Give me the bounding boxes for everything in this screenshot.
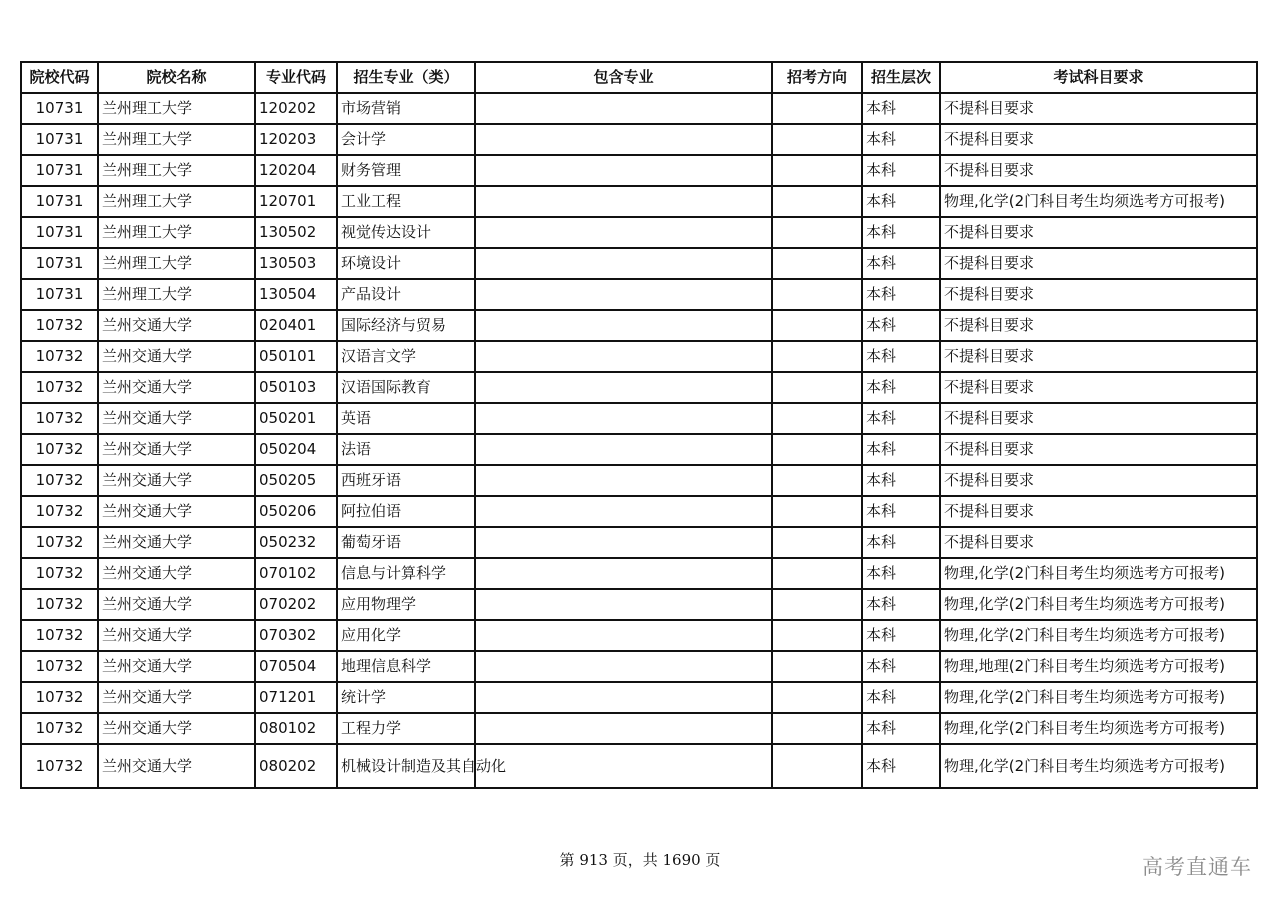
cell-subject-requirements: 物理,化学(2门科目考生均须选考方可报考) (940, 620, 1257, 651)
cell-included-majors (475, 403, 772, 434)
cell-major-code: 120701 (255, 186, 337, 217)
table-row (21, 217, 1257, 248)
cell-direction (772, 124, 862, 155)
table-row (21, 651, 1257, 682)
admission-table (20, 61, 1258, 789)
cell-level: 本科 (862, 310, 940, 341)
cell-school-code: 10731 (21, 155, 98, 186)
cell-included-majors (475, 124, 772, 155)
cell-included-majors (475, 279, 772, 310)
table-row (21, 620, 1257, 651)
cell-level: 本科 (862, 93, 940, 124)
cell-level: 本科 (862, 341, 940, 372)
cell-major-code: 070102 (255, 558, 337, 589)
cell-level: 本科 (862, 744, 940, 788)
cell-school-name: 兰州交通大学 (98, 651, 255, 682)
table-row (21, 558, 1257, 589)
cell-level: 本科 (862, 124, 940, 155)
cell-major: 应用化学 (337, 620, 475, 651)
cell-school-code: 10731 (21, 217, 98, 248)
cell-subject-requirements: 不提科目要求 (940, 341, 1257, 372)
cell-subject-requirements: 不提科目要求 (940, 310, 1257, 341)
cell-level: 本科 (862, 248, 940, 279)
cell-subject-requirements: 不提科目要求 (940, 372, 1257, 403)
table-row (21, 589, 1257, 620)
cell-level: 本科 (862, 434, 940, 465)
cell-subject-requirements: 不提科目要求 (940, 248, 1257, 279)
cell-subject-requirements: 不提科目要求 (940, 403, 1257, 434)
cell-major: 工业工程 (337, 186, 475, 217)
cell-included-majors (475, 651, 772, 682)
cell-level: 本科 (862, 682, 940, 713)
cell-school-code: 10732 (21, 651, 98, 682)
cell-direction (772, 465, 862, 496)
header-major-code: 专业代码 (255, 62, 337, 93)
cell-school-code: 10731 (21, 93, 98, 124)
table-row (21, 93, 1257, 124)
header-major: 招生专业（类） (337, 62, 475, 93)
cell-school-name: 兰州理工大学 (98, 217, 255, 248)
cell-level: 本科 (862, 372, 940, 403)
cell-direction (772, 589, 862, 620)
cell-school-name: 兰州交通大学 (98, 341, 255, 372)
cell-major: 法语 (337, 434, 475, 465)
cell-major: 英语 (337, 403, 475, 434)
cell-included-majors (475, 713, 772, 744)
cell-major: 会计学 (337, 124, 475, 155)
cell-major-code: 020401 (255, 310, 337, 341)
cell-subject-requirements: 物理,化学(2门科目考生均须选考方可报考) (940, 713, 1257, 744)
cell-included-majors (475, 527, 772, 558)
cell-school-code: 10732 (21, 682, 98, 713)
cell-subject-requirements: 物理,化学(2门科目考生均须选考方可报考) (940, 744, 1257, 788)
cell-subject-requirements: 不提科目要求 (940, 465, 1257, 496)
cell-direction (772, 651, 862, 682)
cell-level: 本科 (862, 620, 940, 651)
cell-direction (772, 744, 862, 788)
cell-school-name: 兰州交通大学 (98, 372, 255, 403)
cell-subject-requirements: 不提科目要求 (940, 124, 1257, 155)
cell-major-code: 130503 (255, 248, 337, 279)
cell-level: 本科 (862, 186, 940, 217)
cell-school-code: 10732 (21, 744, 98, 788)
cell-level: 本科 (862, 155, 940, 186)
cell-school-code: 10732 (21, 713, 98, 744)
table-row (21, 248, 1257, 279)
table-row (21, 155, 1257, 186)
cell-school-code: 10731 (21, 124, 98, 155)
cell-major: 阿拉伯语 (337, 496, 475, 527)
cell-major-code: 050206 (255, 496, 337, 527)
cell-major: 应用物理学 (337, 589, 475, 620)
table-row (21, 527, 1257, 558)
table-row (21, 465, 1257, 496)
table-row (21, 186, 1257, 217)
cell-direction (772, 248, 862, 279)
header-subject-requirements: 考试科目要求 (940, 62, 1257, 93)
cell-included-majors (475, 372, 772, 403)
cell-school-name: 兰州交通大学 (98, 620, 255, 651)
cell-school-name: 兰州理工大学 (98, 248, 255, 279)
cell-direction (772, 527, 862, 558)
cell-major-code: 071201 (255, 682, 337, 713)
cell-school-name: 兰州理工大学 (98, 124, 255, 155)
cell-school-code: 10732 (21, 310, 98, 341)
cell-direction (772, 620, 862, 651)
cell-major: 汉语言文学 (337, 341, 475, 372)
cell-subject-requirements: 物理,化学(2门科目考生均须选考方可报考) (940, 186, 1257, 217)
cell-direction (772, 93, 862, 124)
cell-subject-requirements: 物理,化学(2门科目考生均须选考方可报考) (940, 682, 1257, 713)
cell-included-majors (475, 310, 772, 341)
cell-direction (772, 403, 862, 434)
cell-level: 本科 (862, 558, 940, 589)
cell-level: 本科 (862, 465, 940, 496)
cell-level: 本科 (862, 589, 940, 620)
cell-school-name: 兰州交通大学 (98, 465, 255, 496)
cell-school-code: 10732 (21, 589, 98, 620)
cell-major: 汉语国际教育 (337, 372, 475, 403)
table-row (21, 124, 1257, 155)
cell-direction (772, 713, 862, 744)
cell-major: 葡萄牙语 (337, 527, 475, 558)
cell-major-code: 130504 (255, 279, 337, 310)
cell-school-name: 兰州交通大学 (98, 496, 255, 527)
cell-major: 市场营销 (337, 93, 475, 124)
cell-included-majors (475, 341, 772, 372)
header-level: 招生层次 (862, 62, 940, 93)
cell-major: 国际经济与贸易 (337, 310, 475, 341)
cell-subject-requirements: 不提科目要求 (940, 217, 1257, 248)
cell-major: 工程力学 (337, 713, 475, 744)
cell-included-majors (475, 558, 772, 589)
cell-major-code: 050205 (255, 465, 337, 496)
table-row (21, 682, 1257, 713)
watermark: 高考直通车 (1142, 855, 1252, 879)
table-row (21, 496, 1257, 527)
header-included-majors: 包含专业 (475, 62, 772, 93)
cell-school-name: 兰州交通大学 (98, 744, 255, 788)
cell-level: 本科 (862, 279, 940, 310)
cell-major: 统计学 (337, 682, 475, 713)
cell-level: 本科 (862, 713, 940, 744)
table-row (21, 372, 1257, 403)
page-number: 第 913 页，共 1690 页 (559, 851, 721, 869)
cell-school-code: 10731 (21, 279, 98, 310)
cell-school-code: 10732 (21, 496, 98, 527)
cell-major-code: 050201 (255, 403, 337, 434)
cell-included-majors (475, 217, 772, 248)
cell-school-name: 兰州交通大学 (98, 558, 255, 589)
cell-major: 视觉传达设计 (337, 217, 475, 248)
cell-subject-requirements: 物理,化学(2门科目考生均须选考方可报考) (940, 589, 1257, 620)
cell-included-majors (475, 434, 772, 465)
cell-major-code: 070302 (255, 620, 337, 651)
cell-direction (772, 310, 862, 341)
cell-direction (772, 341, 862, 372)
table-header-row (21, 62, 1257, 93)
cell-included-majors (475, 744, 772, 788)
cell-school-name: 兰州交通大学 (98, 713, 255, 744)
cell-school-name: 兰州交通大学 (98, 527, 255, 558)
cell-major: 西班牙语 (337, 465, 475, 496)
cell-school-code: 10732 (21, 341, 98, 372)
table-row (21, 744, 1257, 788)
cell-school-code: 10731 (21, 248, 98, 279)
cell-major-code: 130502 (255, 217, 337, 248)
cell-school-name: 兰州交通大学 (98, 310, 255, 341)
cell-direction (772, 186, 862, 217)
cell-level: 本科 (862, 403, 940, 434)
cell-subject-requirements: 不提科目要求 (940, 93, 1257, 124)
table-row (21, 713, 1257, 744)
cell-direction (772, 279, 862, 310)
cell-school-name: 兰州交通大学 (98, 589, 255, 620)
cell-direction (772, 372, 862, 403)
cell-school-name: 兰州交通大学 (98, 682, 255, 713)
cell-major-code: 080102 (255, 713, 337, 744)
header-school-code: 院校代码 (21, 62, 98, 93)
cell-subject-requirements: 不提科目要求 (940, 279, 1257, 310)
cell-included-majors (475, 155, 772, 186)
cell-major-code: 120203 (255, 124, 337, 155)
cell-school-name: 兰州理工大学 (98, 186, 255, 217)
cell-major: 机械设计制造及其自动化 (337, 744, 475, 788)
cell-major-code: 120204 (255, 155, 337, 186)
cell-included-majors (475, 620, 772, 651)
header-direction: 招考方向 (772, 62, 862, 93)
cell-direction (772, 496, 862, 527)
cell-included-majors (475, 186, 772, 217)
cell-direction (772, 155, 862, 186)
cell-subject-requirements: 不提科目要求 (940, 434, 1257, 465)
cell-major-code: 050204 (255, 434, 337, 465)
cell-subject-requirements: 物理,化学(2门科目考生均须选考方可报考) (940, 558, 1257, 589)
cell-school-code: 10732 (21, 558, 98, 589)
cell-school-name: 兰州交通大学 (98, 403, 255, 434)
cell-school-name: 兰州理工大学 (98, 155, 255, 186)
cell-major-code: 050103 (255, 372, 337, 403)
cell-included-majors (475, 465, 772, 496)
cell-direction (772, 682, 862, 713)
cell-major: 信息与计算科学 (337, 558, 475, 589)
table-row (21, 279, 1257, 310)
cell-included-majors (475, 93, 772, 124)
cell-direction (772, 434, 862, 465)
cell-level: 本科 (862, 217, 940, 248)
cell-direction (772, 217, 862, 248)
cell-major-code: 050232 (255, 527, 337, 558)
cell-included-majors (475, 682, 772, 713)
cell-level: 本科 (862, 496, 940, 527)
table-row (21, 310, 1257, 341)
cell-included-majors (475, 589, 772, 620)
cell-direction (772, 558, 862, 589)
cell-subject-requirements: 不提科目要求 (940, 527, 1257, 558)
cell-major: 环境设计 (337, 248, 475, 279)
table-row (21, 341, 1257, 372)
table-row (21, 403, 1257, 434)
cell-subject-requirements: 不提科目要求 (940, 496, 1257, 527)
cell-included-majors (475, 248, 772, 279)
cell-school-code: 10732 (21, 403, 98, 434)
cell-major: 财务管理 (337, 155, 475, 186)
cell-school-code: 10732 (21, 372, 98, 403)
cell-school-name: 兰州交通大学 (98, 434, 255, 465)
cell-school-code: 10732 (21, 465, 98, 496)
cell-level: 本科 (862, 651, 940, 682)
cell-included-majors (475, 496, 772, 527)
cell-school-code: 10731 (21, 186, 98, 217)
cell-subject-requirements: 不提科目要求 (940, 155, 1257, 186)
cell-major-code: 070504 (255, 651, 337, 682)
cell-major-code: 050101 (255, 341, 337, 372)
cell-subject-requirements: 物理,地理(2门科目考生均须选考方可报考) (940, 651, 1257, 682)
cell-school-code: 10732 (21, 620, 98, 651)
cell-major: 地理信息科学 (337, 651, 475, 682)
header-school-name: 院校名称 (98, 62, 255, 93)
cell-school-code: 10732 (21, 527, 98, 558)
cell-major-code: 070202 (255, 589, 337, 620)
cell-school-name: 兰州理工大学 (98, 93, 255, 124)
cell-major-code: 080202 (255, 744, 337, 788)
cell-school-name: 兰州理工大学 (98, 279, 255, 310)
table-row (21, 434, 1257, 465)
cell-major-code: 120202 (255, 93, 337, 124)
cell-school-code: 10732 (21, 434, 98, 465)
cell-major: 产品设计 (337, 279, 475, 310)
cell-level: 本科 (862, 527, 940, 558)
